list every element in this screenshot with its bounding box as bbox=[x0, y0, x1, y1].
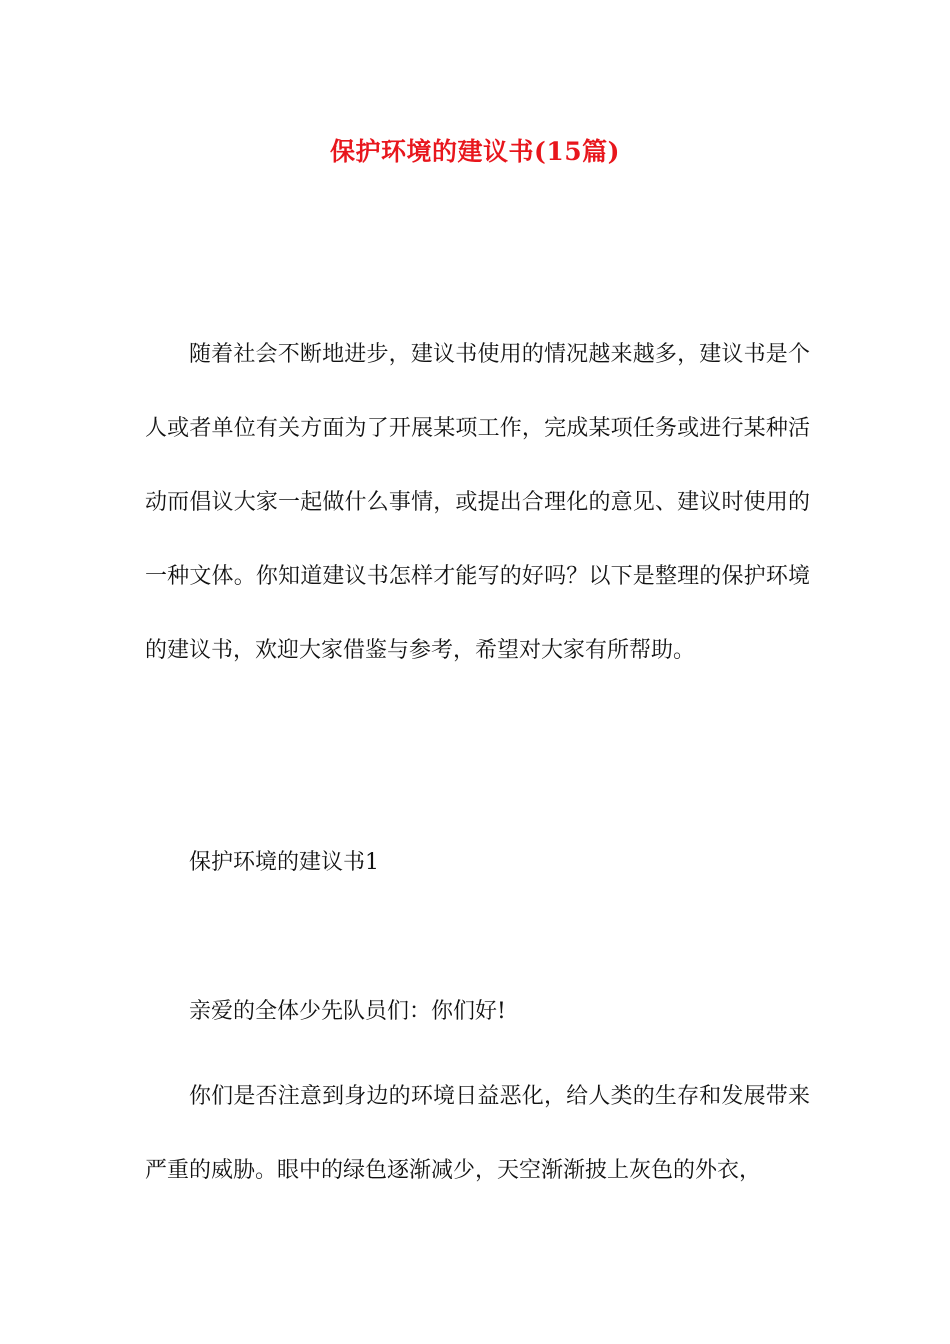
document-title: 保护环境的建议书(15篇) bbox=[330, 137, 620, 166]
section-heading: 保护环境的建议书1 bbox=[189, 850, 379, 875]
greeting-line: 亲爱的全体少先队员们：你们好! bbox=[189, 999, 506, 1024]
intro-paragraph: 随着社会不断地进步，建议书使用的情况越来越多，建议书是个人或者单位有关方面为了开展某项工作，完成某项任务或进行某种活动而倡议大家一起做什么事情，或提出合理化的意见、建议时使用的一种文体。你知道建议书怎样才能写的好吗？以下是整理的保护环境的建议书，欢迎大家借鉴与参考，希望对大家有所帮助。 bbox=[145, 342, 810, 663]
body-paragraph: 你们是否注意到身边的环境日益恶化，给人类的生存和发展带来严重的威胁。眼中的绿色逐渐减少，天空渐渐披上灰色的外衣， bbox=[145, 1084, 810, 1183]
